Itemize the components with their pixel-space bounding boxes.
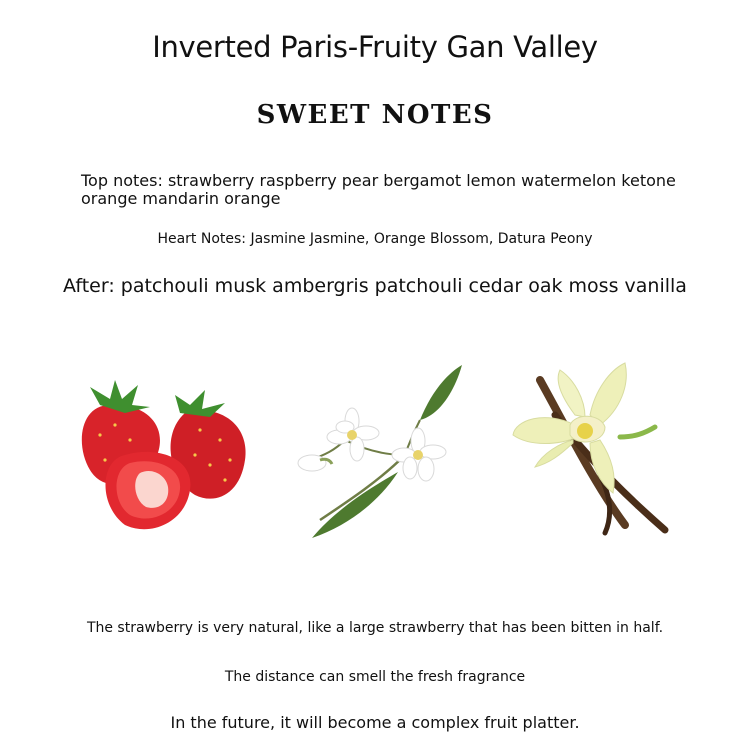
description-line-3: In the future, it will become a complex fruit platter. <box>170 713 580 732</box>
heart-notes-text: Heart Notes: Jasmine Jasmine, Orange Blossom, Datura Peony <box>157 231 593 247</box>
description-line-1: The strawberry is very natural, like a large strawberry that has been bitten in half. <box>86 620 664 636</box>
description-line-2: The distance can smell the fresh fragrance <box>224 669 526 685</box>
page-title: Inverted Paris-Fruity Gan Valley <box>152 30 598 64</box>
orange-blossom-illustration <box>290 360 470 545</box>
top-notes-text: Top notes: strawberry raspberry pear bergamot lemon watermelon ketone orange mandarin orange <box>81 171 676 208</box>
section-heading: SWEET NOTES <box>256 100 494 130</box>
vanilla-flower-illustration <box>505 355 685 540</box>
base-notes-text: After: patchouli musk ambergris patchouli cedar oak moss vanilla <box>63 275 687 297</box>
strawberry-illustration <box>70 365 260 535</box>
